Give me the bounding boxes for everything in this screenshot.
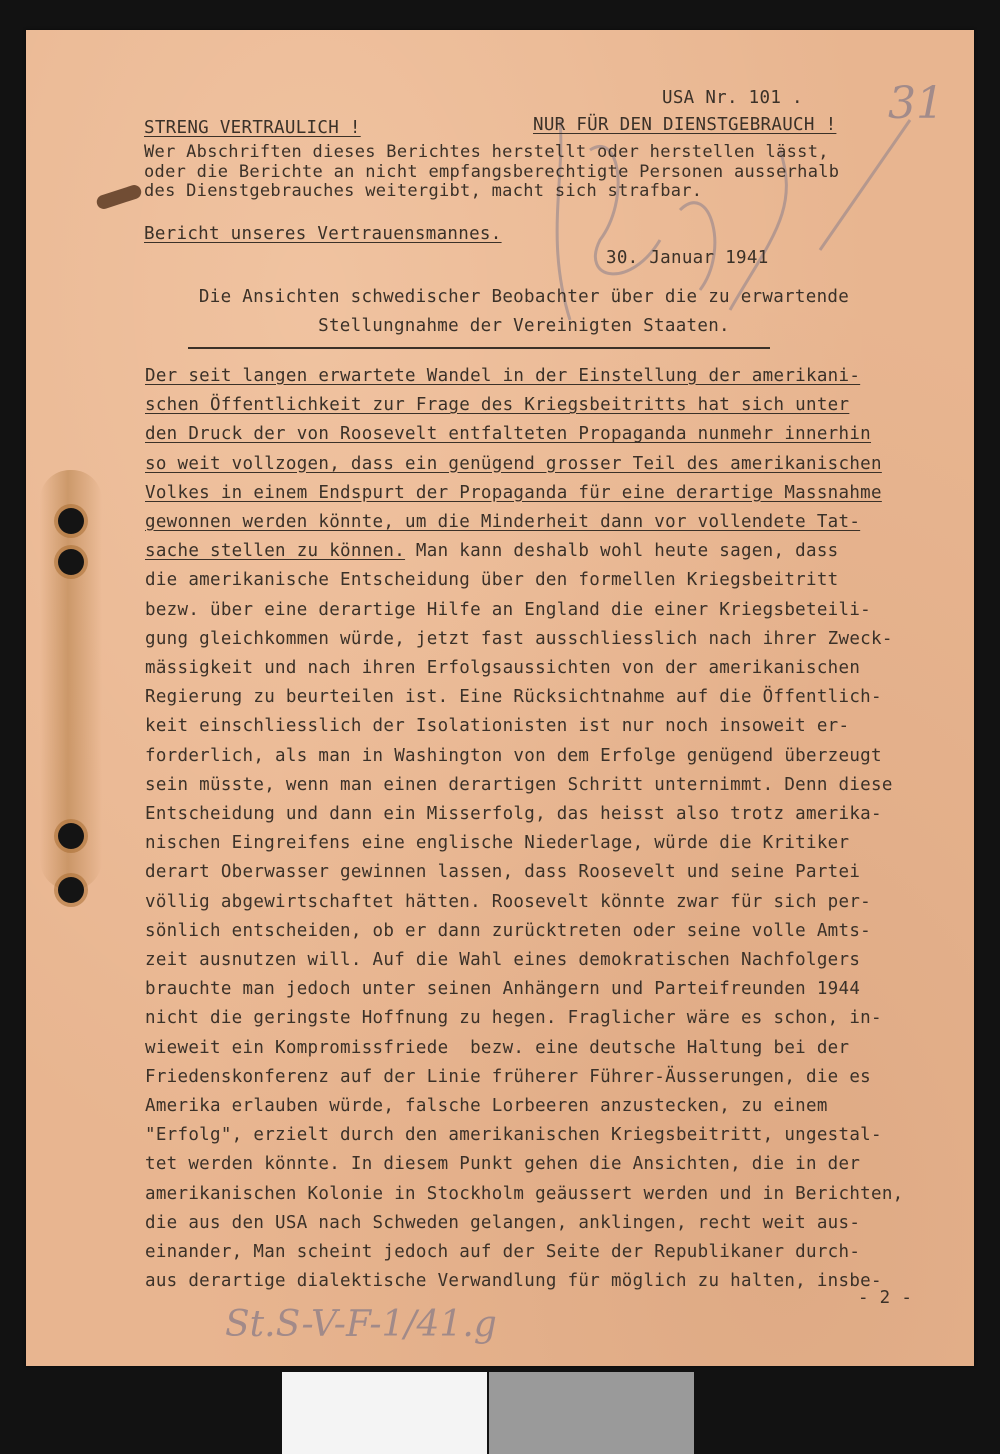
page-marker: - 2 - (858, 1288, 913, 1308)
body-line: forderlich, als man in Washington von dem Erfolge genügend überzeugt (145, 745, 882, 766)
body-line: bezw. über eine derartige Hilfe an England die einer Kriegsbeteili- (145, 599, 872, 620)
calibration-strip-gray (489, 1372, 694, 1454)
body-line: Der seit langen erwartete Wandel in der Einstellung der amerikani- (145, 366, 861, 386)
title-line: Die Ansichten schwedischer Beobachter über die zu erwartende (198, 287, 850, 307)
punch-hole (58, 823, 84, 849)
body-underlined-fragment: sache stellen zu können. (145, 541, 406, 562)
document-number: USA Nr. 101 . (662, 88, 803, 108)
body-line: gung gleichkommen würde, jetzt fast ausschliesslich nach ihrer Zweck- (145, 628, 893, 649)
body-line: amerikanischen Kolonie in Stockholm geäussert werden und in Berichten, (145, 1183, 904, 1204)
body-line: den Druck der von Roosevelt entfalteten Propaganda nunmehr innerhin (145, 424, 872, 445)
body-line: die amerikanische Entscheidung über den formellen Kriegsbeitritt (145, 570, 839, 591)
title-line: Stellungnahme der Vereinigten Staaten. (318, 316, 730, 337)
pencil-page-number: 31 (888, 78, 944, 129)
warning-line: Wer Abschriften dieses Berichtes herstellt oder herstellen lässt, (144, 142, 829, 162)
report-body (145, 362, 904, 1297)
official-use-label: NUR FÜR DEN DIENSTGEBRAUCH ! (533, 115, 837, 135)
body-line: Entscheidung und dann ein Misserfolg, das heisst also trotz amerika- (145, 804, 882, 825)
body-line: gewonnen werden könnte, um die Minderheit dann vor vollendete Tat- (145, 512, 861, 533)
calibration-strip-white (282, 1372, 487, 1454)
title-rule (188, 347, 770, 349)
report-label: Bericht unseres Vertrauensmannes. (144, 224, 502, 244)
body-line: zeit ausnutzen will. Auf die Wahl eines demokratischen Nachfolgers (145, 950, 861, 971)
body-line: brauchte man jedoch unter seinen Anhängern und Parteifreunden 1944 (145, 979, 861, 1000)
body-line: "Erfolg", erzielt durch den amerikanischen Kriegsbeitritt, ungestal- (145, 1125, 882, 1146)
report-date: 30. Januar 1941 (606, 248, 769, 268)
body-line: nischen Eingreifens eine englische Niederlage, würde die Kritiker (145, 833, 850, 854)
body-line: sein müsste, wenn man einen derartigen Schritt unternimmt. Denn diese (145, 774, 893, 795)
confidential-label: STRENG VERTRAULICH ! (144, 118, 361, 138)
body-line: einander, Man scheint jedoch auf der Seite der Republikaner durch- (145, 1242, 861, 1263)
body-line: die aus den USA nach Schweden gelangen, anklingen, recht weit aus- (145, 1212, 861, 1233)
body-line (145, 537, 904, 566)
punch-hole (58, 549, 84, 575)
body-line: sönlich entscheiden, ob er dann zurücktreten oder seine volle Amts- (145, 920, 872, 941)
body-line: wieweit ein Kompromissfriede bezw. eine deutsche Haltung bei der (145, 1037, 850, 1058)
body-line: mässigkeit und nach ihren Erfolgsaussichten von der amerikanischen (145, 658, 861, 679)
warning-line: des Dienstgebrauches weitergibt, macht sich strafbar. (144, 181, 703, 201)
body-line: nicht die geringste Hoffnung zu hegen. Fraglicher wäre es schon, in- (145, 1008, 882, 1029)
body-line: aus derartige dialektische Verwandlung für möglich zu halten, insbe- (145, 1271, 882, 1292)
body-line: schen Öffentlichkeit zur Frage des Kriegsbeitritts hat sich unter (145, 395, 850, 416)
body-line: derart Oberwasser gewinnen lassen, dass Roosevelt und seine Partei (145, 862, 861, 883)
body-line: Amerika erlauben würde, falsche Lorbeeren anzustecken, zu einem (145, 1096, 828, 1117)
body-line: Volkes in einem Endspurt der Propaganda für eine derartige Massnahme (145, 482, 882, 503)
body-line: so weit vollzogen, dass ein genügend grosser Teil des amerikanischen (145, 453, 882, 474)
body-line: Friedenskonferenz auf der Linie früherer Führer-Äusserungen, die es (145, 1066, 872, 1087)
body-fragment: Man kann deshalb wohl heute sagen, dass (405, 541, 839, 562)
body-line: völlig abgewirtschaftet hätten. Roosevelt könnte zwar für sich per- (145, 891, 872, 912)
punch-hole (58, 508, 84, 534)
body-line: keit einschliesslich der Isolationisten ist nur noch insoweit er- (145, 716, 850, 737)
warning-text (144, 143, 839, 202)
body-line: Regierung zu beurteilen ist. Eine Rücksichtnahme auf die Öffentlich- (145, 687, 882, 708)
archive-signature: St.S-V-F-1/41.g (225, 1304, 497, 1345)
body-line: tet werden könnte. In diesem Punkt gehen die Ansichten, die in der (145, 1154, 861, 1175)
report-title (144, 283, 904, 341)
warning-line: oder die Berichte an nicht empfangsberechtigte Personen ausserhalb (144, 161, 840, 182)
punch-hole (58, 877, 84, 903)
